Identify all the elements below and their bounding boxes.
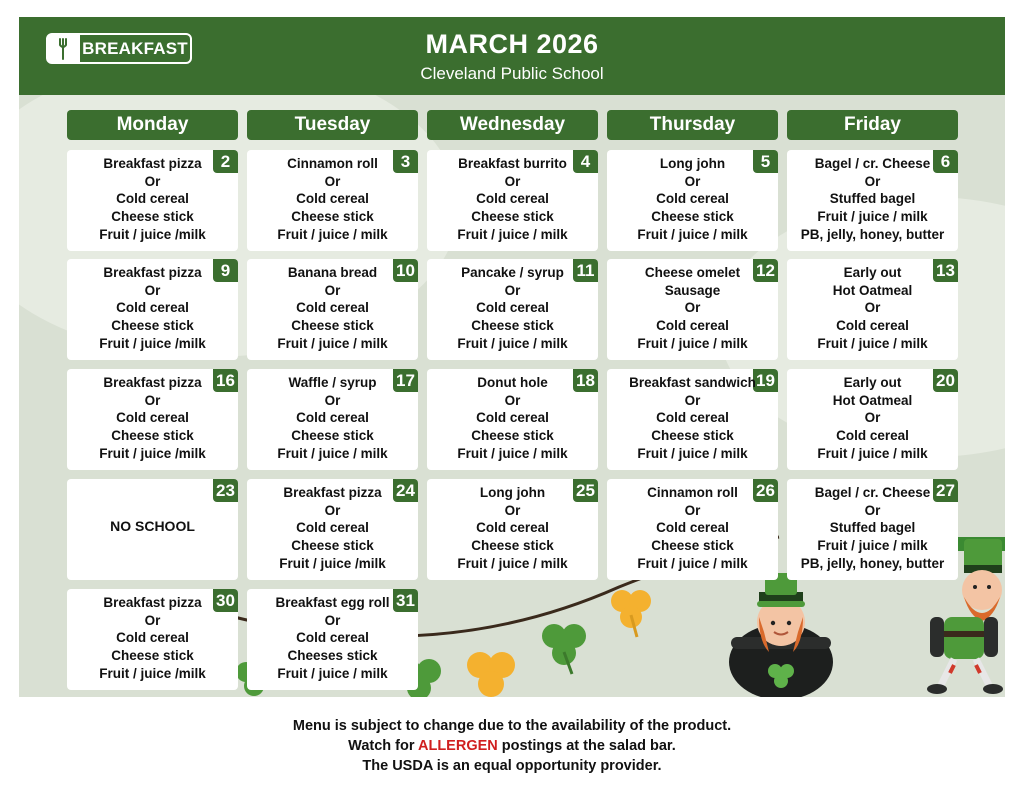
menu-item-line: Or xyxy=(684,392,701,408)
menu-item-line: Cold cereal xyxy=(656,410,729,426)
leprechaun-pot-illustration xyxy=(729,573,833,697)
menu-day-cell xyxy=(427,369,598,470)
menu-item-line: Stuffed bagel xyxy=(829,191,916,207)
menu-item-line: Cheese stick xyxy=(471,209,554,225)
allergen-highlight: ALLERGEN xyxy=(417,738,498,754)
menu-item-line: Or xyxy=(324,502,341,518)
menu-day-cell xyxy=(247,369,418,470)
menu-item-line: Sausage xyxy=(664,282,721,298)
menu-item-line: Waffle / syrup xyxy=(288,375,377,390)
footer-line-2-after: postings at the salad bar. xyxy=(497,738,676,754)
menu-item-line: Or xyxy=(684,300,701,316)
footer-line-2-before: Watch for xyxy=(348,738,418,754)
menu-item-line: Breakfast burrito xyxy=(458,156,567,171)
menu-item-line: Cold cereal xyxy=(476,520,549,536)
date-badge: 3 xyxy=(393,150,418,173)
menu-items xyxy=(247,484,418,573)
menu-item-line: Cheese stick xyxy=(291,538,374,554)
date-badge: 20 xyxy=(933,369,958,392)
menu-item-line: Cheese stick xyxy=(111,209,194,225)
date-badge: 19 xyxy=(753,369,778,392)
menu-item-line: Cheese stick xyxy=(651,209,734,225)
menu-item-line: PB, jelly, honey, butter xyxy=(800,226,945,242)
menu-item-line: Or xyxy=(864,173,881,189)
menu-items xyxy=(607,374,778,463)
date-badge: 25 xyxy=(573,479,598,502)
menu-item-line: Cold cereal xyxy=(116,410,189,426)
date-badge: 4 xyxy=(573,150,598,173)
menu-item-line: Or xyxy=(504,392,521,408)
menu-items xyxy=(247,155,418,244)
date-badge: 6 xyxy=(933,150,958,173)
menu-items xyxy=(787,264,958,353)
menu-item-line: Fruit / juice / milk xyxy=(457,555,568,571)
menu-item-line: Or xyxy=(324,173,341,189)
menu-item-line: Cheese stick xyxy=(471,538,554,554)
menu-item-line: Fruit / juice / milk xyxy=(817,538,928,554)
menu-day-cell xyxy=(67,369,238,470)
page-subtitle: Cleveland Public School xyxy=(420,64,604,83)
menu-item-line: Pancake / syrup xyxy=(461,265,564,280)
menu-item-line: Cheese stick xyxy=(651,428,734,444)
menu-item-line: Fruit / juice / milk xyxy=(817,445,928,461)
menu-day-cell xyxy=(427,479,598,580)
shamrock-icon xyxy=(611,590,651,637)
day-header-wednesday: Wednesday xyxy=(427,110,598,140)
menu-item-line: Or xyxy=(504,502,521,518)
menu-item-line: Early out xyxy=(843,375,902,390)
menu-item-line: Banana bread xyxy=(287,265,378,280)
shamrock-icon xyxy=(542,624,586,674)
menu-items xyxy=(67,374,238,463)
menu-item-line: Fruit / juice / milk xyxy=(277,335,388,351)
date-badge: 12 xyxy=(753,259,778,282)
footer-line-1: Menu is subject to change due to the availability of the product. xyxy=(292,718,732,734)
menu-item-line: Cinnamon roll xyxy=(647,485,738,500)
menu-item-line: Long john xyxy=(659,156,726,171)
menu-items xyxy=(787,374,958,463)
menu-item-line: Cheese stick xyxy=(471,428,554,444)
menu-item-line: Or xyxy=(144,392,161,408)
menu-item-line: Cheese stick xyxy=(651,538,734,554)
menu-day-cell xyxy=(607,479,778,580)
menu-item-line: Or xyxy=(144,173,161,189)
menu-items xyxy=(67,155,238,244)
menu-item-line: Cold cereal xyxy=(836,318,909,334)
menu-day-cell xyxy=(607,150,778,251)
menu-day-cell xyxy=(607,259,778,360)
menu-items xyxy=(247,594,418,683)
menu-item-line: Early out xyxy=(843,265,902,280)
date-badge: 26 xyxy=(753,479,778,502)
menu-item-line: Cold cereal xyxy=(116,191,189,207)
menu-item-line: Or xyxy=(144,612,161,628)
date-badge: 23 xyxy=(213,479,238,502)
menu-item-line: Fruit / juice / milk xyxy=(457,226,568,242)
menu-item-line: Cheese stick xyxy=(291,428,374,444)
day-header-friday: Friday xyxy=(787,110,958,140)
menu-item-line: Cheeses stick xyxy=(287,648,378,664)
day-header-tuesday: Tuesday xyxy=(247,110,418,140)
menu-day-cell xyxy=(67,150,238,251)
menu-day-cell xyxy=(247,589,418,690)
menu-day-cell xyxy=(67,259,238,360)
footer-line-2 xyxy=(0,736,1024,756)
date-badge: 5 xyxy=(753,150,778,173)
menu-item-line: Fruit / juice / milk xyxy=(457,445,568,461)
menu-item-line: Or xyxy=(864,300,881,316)
menu-item-line: Breakfast pizza xyxy=(103,375,202,390)
menu-item-line: Cold cereal xyxy=(296,410,369,426)
menu-item-line: NO SCHOOL xyxy=(110,518,195,534)
menu-item-line: Bagel / cr. Cheese xyxy=(814,485,931,500)
menu-item-line: Fruit / juice / milk xyxy=(637,555,748,571)
menu-item-line: Cold cereal xyxy=(476,410,549,426)
menu-day-cell xyxy=(247,259,418,360)
date-badge: 31 xyxy=(393,589,418,612)
menu-item-line: Cold cereal xyxy=(476,300,549,316)
page-title: MARCH 2026 xyxy=(425,29,599,59)
date-badge: 13 xyxy=(933,259,958,282)
menu-items xyxy=(427,484,598,573)
menu-item-line: Fruit / juice /milk xyxy=(99,335,206,351)
menu-item-line: Breakfast pizza xyxy=(103,156,202,171)
menu-item-line: Fruit / juice /milk xyxy=(99,665,206,681)
menu-item-line: Cold cereal xyxy=(296,520,369,536)
menu-items xyxy=(427,264,598,353)
menu-day-cell xyxy=(787,259,958,360)
menu-day-cell xyxy=(247,479,418,580)
menu-item-line: Fruit / juice / milk xyxy=(457,335,568,351)
menu-item-line: Fruit / juice / milk xyxy=(637,226,748,242)
menu-day-cell xyxy=(787,369,958,470)
menu-day-cell xyxy=(787,150,958,251)
menu-day-cell xyxy=(787,479,958,580)
menu-items xyxy=(67,594,238,683)
day-header-thursday: Thursday xyxy=(607,110,778,140)
menu-item-line: Or xyxy=(684,173,701,189)
menu-item-line: Breakfast sandwich xyxy=(629,375,756,390)
day-header-monday: Monday xyxy=(67,110,238,140)
menu-day-cell xyxy=(427,259,598,360)
menu-item-line: Or xyxy=(684,502,701,518)
menu-items xyxy=(607,484,778,573)
menu-item-line: Breakfast pizza xyxy=(283,485,382,500)
menu-item-line: Fruit / juice / milk xyxy=(277,665,388,681)
menu-item-line: Stuffed bagel xyxy=(829,520,916,536)
menu-item-line: Cheese omelet xyxy=(644,265,741,280)
menu-item-line: Cinnamon roll xyxy=(287,156,378,171)
menu-item-line: Fruit / juice / milk xyxy=(277,445,388,461)
menu-item-line: Cold cereal xyxy=(296,191,369,207)
menu-item-line: Donut hole xyxy=(477,375,548,390)
menu-day-cell xyxy=(247,150,418,251)
menu-item-line: Breakfast egg roll xyxy=(275,595,390,610)
menu-items xyxy=(607,264,778,353)
menu-item-line: Cheese stick xyxy=(471,318,554,334)
menu-item-line: Cheese stick xyxy=(111,318,194,334)
menu-item-line: Cheese stick xyxy=(111,648,194,664)
date-badge: 10 xyxy=(393,259,418,282)
date-badge: 17 xyxy=(393,369,418,392)
date-badge: 11 xyxy=(573,259,598,282)
menu-day-cell xyxy=(607,369,778,470)
menu-item-line: Fruit / juice / milk xyxy=(637,335,748,351)
date-badge: 2 xyxy=(213,150,238,173)
footer-line-3: The USDA is an equal opportunity provider. xyxy=(362,758,662,774)
calendar-frame xyxy=(19,17,1005,697)
menu-item-line: Or xyxy=(864,410,881,426)
menu-item-line: Or xyxy=(504,282,521,298)
menu-items xyxy=(427,155,598,244)
menu-day-cell xyxy=(67,589,238,690)
menu-item-line: PB, jelly, honey, butter xyxy=(800,555,945,571)
date-badge: 18 xyxy=(573,369,598,392)
menu-item-line: Breakfast pizza xyxy=(103,595,202,610)
menu-day-cell xyxy=(67,479,238,580)
menu-items xyxy=(67,264,238,353)
menu-item-line: Hot Oatmeal xyxy=(832,392,913,408)
shamrock-icon xyxy=(467,652,515,697)
menu-items xyxy=(787,155,958,244)
menu-items xyxy=(247,264,418,353)
date-badge: 9 xyxy=(213,259,238,282)
date-badge: 16 xyxy=(213,369,238,392)
menu-item-line: Or xyxy=(144,282,161,298)
menu-item-line: Cold cereal xyxy=(656,191,729,207)
date-badge: 27 xyxy=(933,479,958,502)
menu-item-line: Cold cereal xyxy=(296,300,369,316)
menu-items xyxy=(67,518,238,536)
menu-item-line: Hot Oatmeal xyxy=(832,282,913,298)
menu-item-line: Cheese stick xyxy=(111,428,194,444)
menu-item-line: Breakfast pizza xyxy=(103,265,202,280)
menu-items xyxy=(427,374,598,463)
menu-item-line: Cheese stick xyxy=(291,318,374,334)
menu-item-line: Fruit / juice /milk xyxy=(279,555,386,571)
menu-item-line: Fruit / juice / milk xyxy=(637,445,748,461)
menu-items xyxy=(607,155,778,244)
menu-item-line: Or xyxy=(324,282,341,298)
menu-item-line: Or xyxy=(864,502,881,518)
menu-item-line: Or xyxy=(324,392,341,408)
menu-item-line: Fruit / juice / milk xyxy=(277,226,388,242)
date-badge: 24 xyxy=(393,479,418,502)
menu-item-line: Bagel / cr. Cheese xyxy=(814,156,931,171)
menu-item-line: Cold cereal xyxy=(476,191,549,207)
menu-item-line: Fruit / juice / milk xyxy=(817,209,928,225)
menu-item-line: Cold cereal xyxy=(656,318,729,334)
menu-item-line: Cold cereal xyxy=(656,520,729,536)
header-banner xyxy=(19,17,1005,95)
menu-item-line: Long john xyxy=(479,485,546,500)
menu-item-line: Cold cereal xyxy=(116,300,189,316)
menu-item-line: Cold cereal xyxy=(836,428,909,444)
footer-notes xyxy=(0,716,1024,776)
menu-day-cell xyxy=(427,150,598,251)
menu-item-line: Or xyxy=(504,173,521,189)
menu-item-line: Cheese stick xyxy=(291,209,374,225)
menu-item-line: Cold cereal xyxy=(296,630,369,646)
menu-items xyxy=(787,484,958,573)
menu-item-line: Fruit / juice /milk xyxy=(99,445,206,461)
menu-item-line: Fruit / juice / milk xyxy=(817,335,928,351)
menu-item-line: Fruit / juice /milk xyxy=(99,226,206,242)
logo-label: BREAKFAST xyxy=(80,35,190,62)
menu-item-line: Cold cereal xyxy=(116,630,189,646)
menu-items xyxy=(247,374,418,463)
menu-item-line: Or xyxy=(324,612,341,628)
date-badge: 30 xyxy=(213,589,238,612)
